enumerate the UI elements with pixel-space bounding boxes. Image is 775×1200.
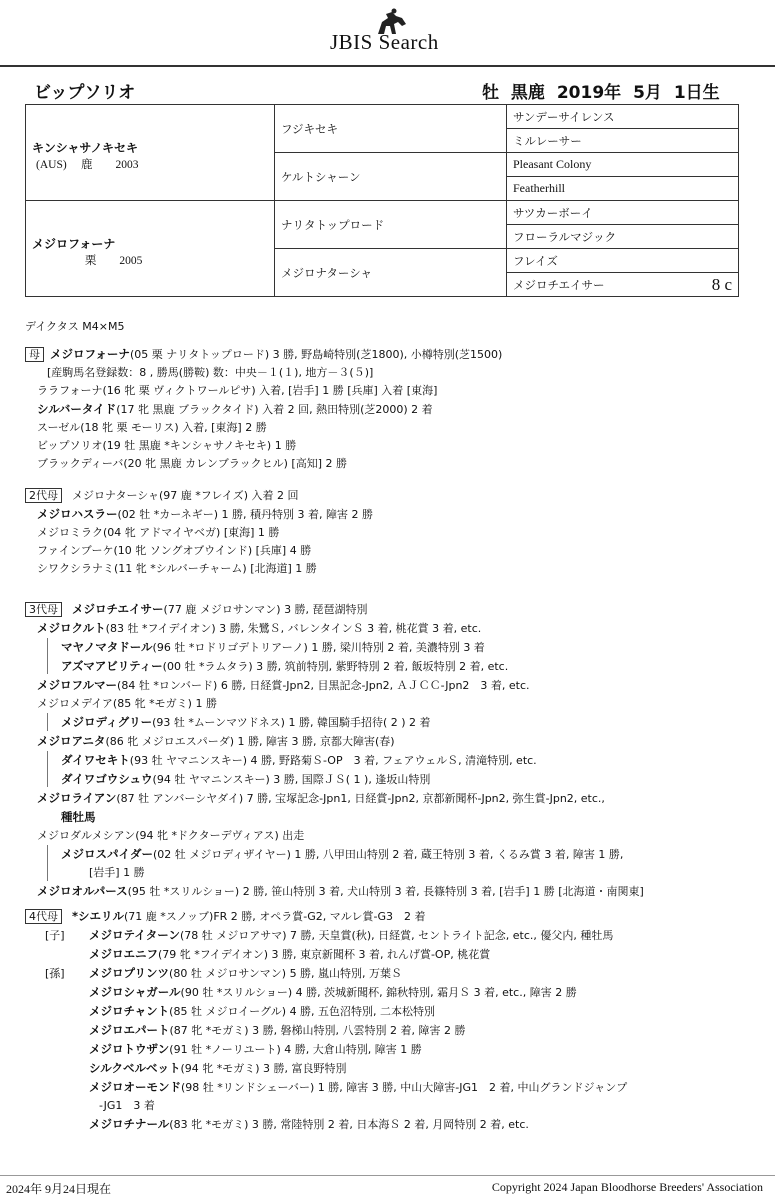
list-item: [岩手] 1 勝 [89,866,145,879]
section-tag: 母 [25,347,44,362]
record-text: (96 牡 *ロドリゴデトリアーノ) 1 勝, 梁川特別 2 着, 美濃特別 3 着 [152,641,485,654]
list-item: ララフォーナ(16 牝 栗 ヴィクトワールピサ) 入着, [岩手] 1 勝 [兵庫] 入着 [東海] [37,384,438,397]
record-text: (95 牡 *スリルショー) 2 勝, 笹山特別 3 着, 犬山特別 3 着, 長篠特別 3 着, [岩手] 1 勝 [北海道・南関東] [127,885,644,898]
list-item [25,732,644,751]
horse-link[interactable]: ダイワゴウシュウ [61,772,153,786]
indent-bar [47,713,48,731]
horse-link[interactable]: メジロプリンツ [89,966,170,980]
record-text: (94 牡 ヤマニンスキー) 3 勝, 国際ＪＳ( 1 ), 逢坂山特別 [152,773,431,786]
list-item [25,926,627,945]
second-dam-section [25,487,373,578]
jbis-logo[interactable] [300,8,480,56]
list-item [25,964,627,983]
record-text: (86 牝 メジロエスパーダ) 1 勝, 障害 3 勝, 京都大障害(春) [105,735,395,748]
list-item [25,845,644,864]
record-text: (90 牡 *スリルショー) 4 勝, 茨城新聞杯, 錦秋特別, 霜月Ｓ 3 着, etc., 障害 2 勝 [180,986,577,999]
list-item: スーゼル(18 牝 栗 モーリス) 入着, [東海] 2 勝 [37,421,267,434]
record-text: (05 栗 ナリタトップロード) 3 勝, 野島崎特別(芝1800), 小樽特別(芝1500) [129,348,503,361]
horse-link[interactable]: メジロアニタ [37,734,106,748]
horse-link[interactable]: メジロスパイダー [61,847,153,861]
progeny-summary: [産駒馬名登録数：8 , 勝馬(勝鞍) 数：中央－１(１), 地方－３(５)] [47,366,374,379]
section-tag: 2代母 [25,488,62,503]
record-text: (87 牝 *モガミ) 3 勝, 磐梯山特別, 八雲特別 2 着, 障害 2 勝 [169,1024,466,1037]
list-item [25,983,627,1002]
pedigree-gen3-name: メジロチエイサー [513,277,605,292]
sire-details: (AUS) 鹿 2003 [36,159,139,171]
list-item: メジロミラク(04 牝 アドマイヤベガ) [東海] 1 勝 [37,526,280,539]
list-item [25,619,644,638]
record-text: (71 鹿 *スノッブ)FR 2 勝, オペラ賞-G2, マルレ賞-G3 2 着 [124,910,426,923]
record-text: (93 牡 ヤマニンスキー) 4 勝, 野路菊Ｓ-OP 3 着, フェアウェルＳ, 清滝特別, etc. [129,754,537,767]
list-item [25,638,644,657]
pedigree-gen3-cell: サツカーボーイ [507,201,739,225]
dam-name: メジロフォーナ [32,237,116,251]
header-divider [0,65,775,67]
fourth-dam-section [25,907,627,1134]
record-text: (98 牡 *リンドシェーバー) 1 勝, 障害 3 勝, 中山大障害-JG1 2 着, 中山グランドジャンプ [181,1081,628,1094]
record-text: (87 牡 アンバーシヤダイ) 7 勝, 宝塚記念-Jpn1, 日経賞-Jpn2, 京都新聞杯-Jpn2, 弥生賞-Jpn2, etc., [116,792,605,805]
horse-link[interactable]: メジロディグリー [61,715,153,729]
list-item: ファインブーケ(10 牝 ソングオブウインド) [兵庫] 4 勝 [37,544,312,557]
logo-text: JBIS Search [330,30,439,54]
pedigree-table [25,104,739,297]
list-item [25,400,502,419]
list-item [25,945,627,964]
pedigree-gen3-cell: Featherhill [507,177,739,201]
horse-link[interactable]: メジロオーモンド [89,1080,181,1094]
record-text: (78 牡 メジロアサマ) 7 勝, 天皇賞(秋), 日経賞, セントライト記念, etc., 優父内, 種牡馬 [179,929,614,942]
list-item [25,789,644,808]
horse-info: 牡 黒鹿 2019年 5月 1日生 [482,83,720,103]
list-item: -JG1 3 着 [99,1099,155,1112]
inbreeding-note: デイクタス M4×M5 [25,320,125,333]
horse-link[interactable]: シルクベルベット [89,1061,181,1075]
list-item [25,1021,627,1040]
list-item: メジロダルメシアン(94 牝 *ドクターデヴィアス) 出走 [37,829,305,842]
pedigree-gen2-cell: フジキセキ [275,105,507,153]
record-text: (85 牡 メジロイーグル) 4 勝, 五色沼特別, 二本松特別 [169,1005,436,1018]
record-text: (94 牝 *モガミ) 3 勝, 富良野特別 [180,1062,347,1075]
list-item: メジロメデイア(85 牝 *モガミ) 1 勝 [37,697,217,710]
stallion-label: 種牡馬 [61,810,96,824]
list-item: シワクシラナミ(11 牝 *シルバーチャーム) [北海道] 1 勝 [37,562,317,575]
section-tag: 4代母 [25,909,62,924]
pedigree-gen2-cell: ナリタトップロード [275,201,507,249]
list-item [25,505,373,524]
dam-cell [26,201,275,297]
record-text: (80 牡 メジロサンマン) 5 勝, 嵐山特別, 万葉Ｓ [169,967,403,980]
horse-link[interactable]: メジロシャガール [89,985,181,999]
horse-link[interactable]: マヤノマタドール [61,640,153,654]
list-item [25,713,644,732]
horse-link[interactable]: メジロチナール [89,1117,170,1131]
list-item [25,1059,627,1078]
footer-divider [0,1175,775,1176]
horse-link[interactable]: メジロエパート [89,1023,170,1037]
grandchildren-label: [孫] [45,967,65,980]
list-item [25,770,644,789]
horse-link[interactable]: メジロクルト [37,621,106,635]
horse-link[interactable]: メジロテイターン [89,928,180,942]
dam-section [25,345,502,473]
horse-link[interactable]: メジロチャント [89,1004,170,1018]
horse-link[interactable]: ダイワセキト [61,753,130,767]
pedigree-gen2-cell: メジロナターシャ [275,249,507,297]
record-text: (91 牡 *ノーリユート) 4 勝, 大倉山特別, 障害 1 勝 [169,1043,422,1056]
horse-link[interactable]: メジロトウザン [89,1042,170,1056]
record-text: (77 鹿 メジロサンマン) 3 勝, 琵琶湖特別 [163,603,368,616]
record-text: (79 牝 *フイデイオン) 3 勝, 東京新聞杯 3 着, れんげ賞-OP, 桃花賞 [158,948,491,961]
list-item [25,1078,627,1097]
list-item: ビップソリオ(19 牡 黒鹿 *キンシャサノキセキ) 1 勝 [37,439,297,452]
sire-name: キンシャサノキセキ [32,141,139,155]
horse-link[interactable]: アズマアビリティー [61,659,163,673]
pedigree-gen3-cell: フレイズ [507,249,739,273]
pedigree-gen2-cell: ケルトシャーン [275,153,507,201]
horse-link[interactable]: メジロチエイサー [72,602,164,616]
list-item [25,676,644,695]
horse-name: ビップソリオ [34,83,136,103]
horse-link[interactable]: メジロライアン [37,791,117,805]
as-of-date: 2024年 9月24日現在 [6,1182,112,1196]
pedigree-gen3-cell: フローラルマジック [507,225,739,249]
pedigree-gen3-cell: ミルレーサー [507,129,739,153]
horse-link[interactable]: メジロフルマー [37,678,118,692]
list-item [25,808,644,827]
record-text: (02 牡 メジロディザイヤー) 1 勝, 八甲田山特別 2 着, 蔵王特別 3 着, くるみ賞 3 着, 障害 1 勝, [153,848,624,861]
section-tag: 3代母 [25,602,62,617]
list-item [25,882,644,901]
record-text: (17 牝 黒鹿 ブラックタイド) 入着 2 回, 熱田特別(芝2000) 2 着 [116,403,433,416]
copyright: Copyright 2024 Japan Bloodhorse Breeders' Association [491,1180,763,1194]
list-item [25,657,644,676]
list-item: メジロナターシャ(97 鹿 *フレイズ) 入着 2 回 [72,489,299,502]
list-item [25,1040,627,1059]
dam-name[interactable]: メジロフォーナ [50,347,130,361]
record-text: (83 牡 *フイデイオン) 3 勝, 朱鷺Ｓ, バレンタインＳ 3 着, 桃花賞 3 着, etc. [105,622,482,635]
record-text: (93 牡 *ムーンマツドネス) 1 勝, 韓国騎手招待( 2 ) 2 着 [152,716,431,729]
horse-link[interactable]: *シエリル [72,909,125,923]
horse-link[interactable]: メジロエニフ [89,947,158,961]
record-text: (02 牡 *カーネギー) 1 勝, 積丹特別 3 着, 障害 2 勝 [117,508,373,521]
pedigree-gen3-cell: Pleasant Colony [507,153,739,177]
horse-link[interactable]: メジロオルパース [37,884,128,898]
list-item [25,751,644,770]
horse-link[interactable]: メジロハスラー [37,507,118,521]
record-text: (00 牡 *ラムタラ) 3 勝, 筑前特別, 紫野特別 2 着, 飯坂特別 2 着, etc. [162,660,509,673]
record-text: (83 牝 *モガミ) 3 勝, 常陸特別 2 着, 日本海Ｓ 2 着, 月岡特別 2 着, etc. [169,1118,529,1131]
pedigree-gen3-cell: サンデーサイレンス [507,105,739,129]
list-item [25,1115,627,1134]
third-dam-section [25,600,644,901]
horse-link[interactable]: シルバータイド [37,402,117,416]
list-item: ブラックディーバ(20 牝 黒鹿 カレンブラックヒル) [高知] 2 勝 [37,457,347,470]
record-text: (84 牡 *ロンバード) 6 勝, 日経賞-Jpn2, 目黒記念-Jpn2, ＡＪＣＣ-Jpn2 3 着, etc. [117,679,530,692]
pedigree-gen3-cell [507,273,739,297]
dam-details: 栗 2005 [36,255,143,267]
children-label: [子] [45,929,65,942]
family-number: 8 c [711,275,732,294]
list-item [25,1002,627,1021]
sire-cell [26,105,275,201]
